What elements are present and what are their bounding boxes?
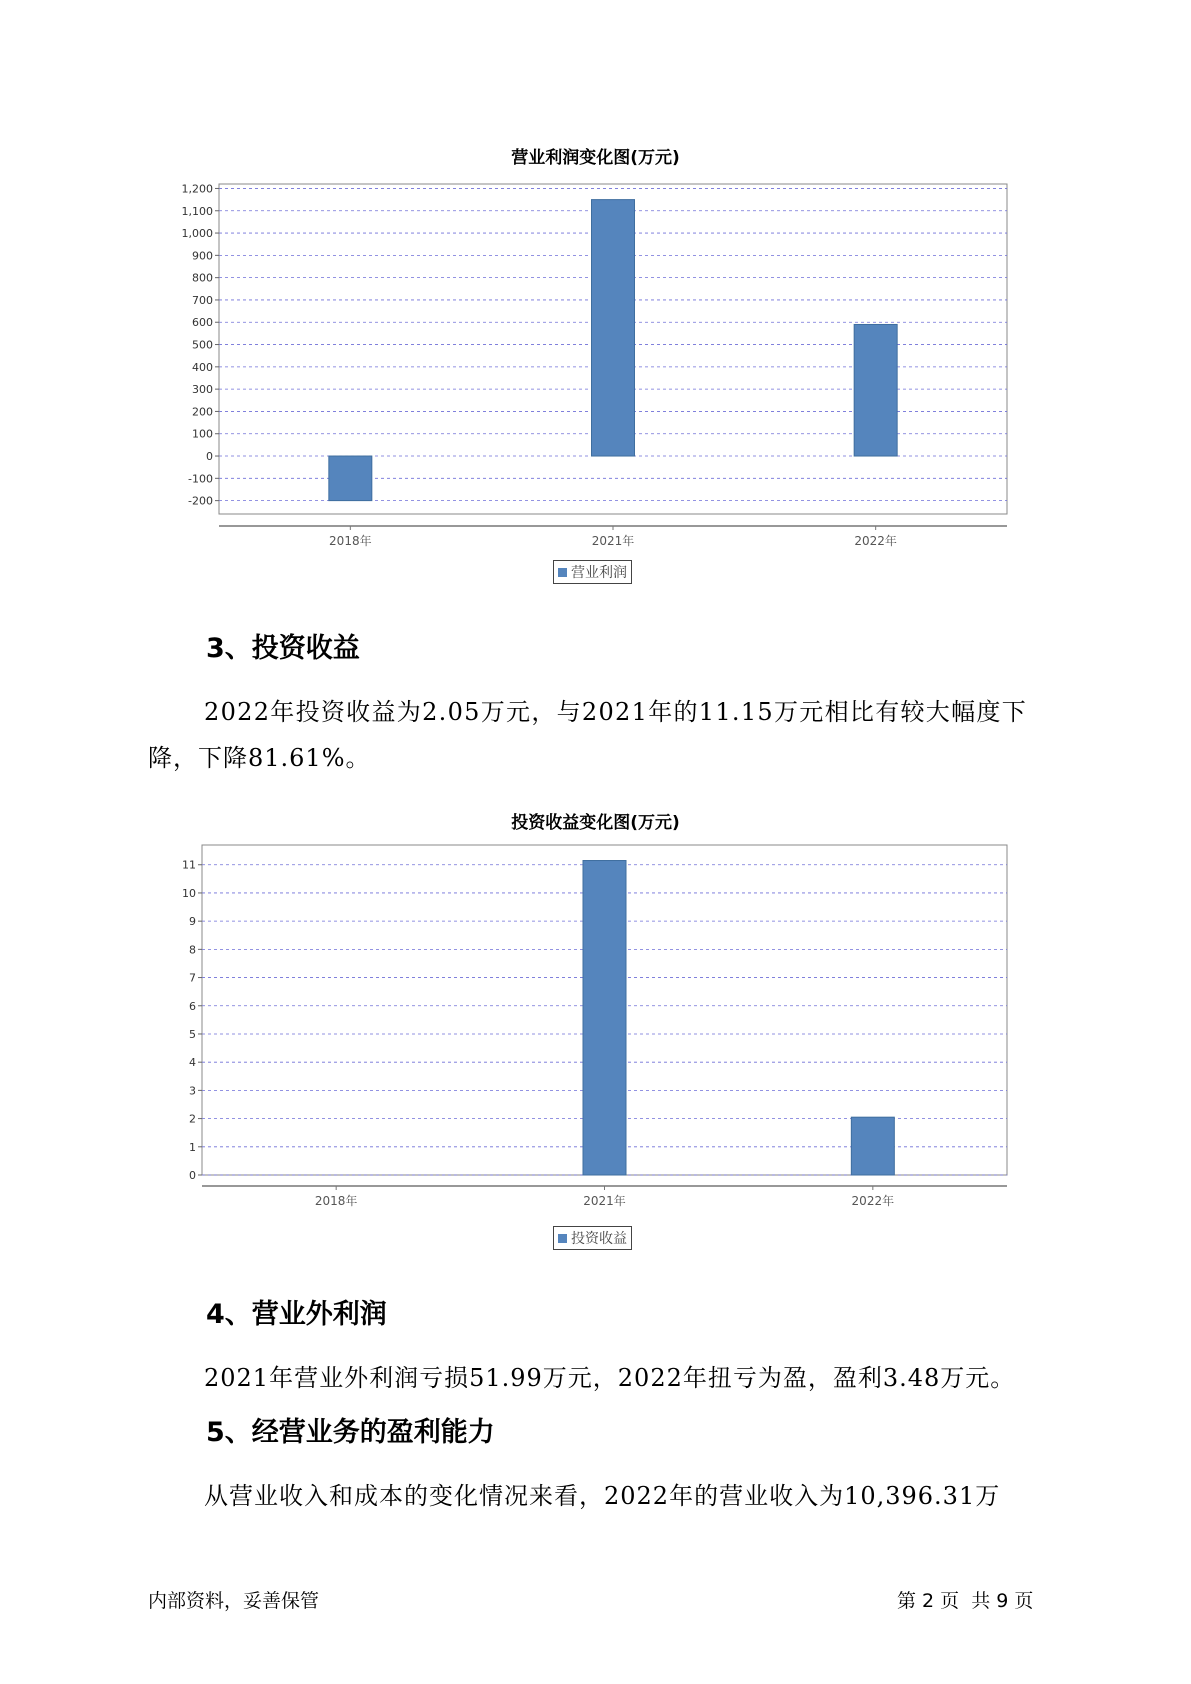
chart2-title: 投资收益变化图(万元): [511, 813, 680, 833]
y-tick-label: 4: [189, 1056, 196, 1070]
y-tick-label: 300: [192, 383, 213, 397]
legend-label: 营业利润: [571, 565, 627, 581]
bar-2018年: [329, 456, 372, 501]
y-tick-label: 400: [192, 360, 213, 374]
y-tick-label: 1,000: [181, 227, 213, 241]
x-tick-label: 2018年: [314, 1194, 358, 1208]
paragraph-investment-income-line2: 降，下降81.61%。: [148, 744, 371, 772]
y-tick-label: 100: [192, 427, 213, 441]
legend-swatch: [558, 1234, 567, 1243]
section-heading-investment-income: 3、投资收益: [206, 633, 360, 664]
y-tick-label: 5: [189, 1027, 196, 1041]
y-tick-label: 7: [189, 971, 196, 985]
y-tick-label: 900: [192, 249, 213, 263]
y-tick-label: 3: [189, 1084, 196, 1098]
chart1-title: 营业利润变化图(万元): [511, 148, 680, 168]
footer-page-number: 第 2 页 共 9 页: [897, 1590, 1034, 1612]
y-tick-label: 200: [192, 405, 213, 419]
x-tick-label: 2022年: [854, 534, 897, 548]
y-tick-label: 9: [189, 915, 196, 929]
footer-confidential: 内部资料，妥善保管: [148, 1590, 320, 1612]
paragraph-investment-income-line1: 2022年投资收益为2.05万元，与2021年的11.15万元相比有较大幅度下: [204, 698, 1027, 726]
y-tick-label: 10: [182, 886, 196, 900]
y-tick-label: 1,100: [181, 204, 213, 218]
bar-2021年: [592, 200, 635, 456]
bar-2022年: [854, 324, 897, 456]
bar-2021年: [583, 861, 626, 1175]
chart2-legend: [553, 1226, 632, 1250]
y-tick-label: 600: [192, 316, 213, 330]
y-tick-label: 1: [189, 1140, 196, 1154]
legend-swatch: [558, 568, 567, 577]
y-tick-label: 11: [182, 858, 196, 872]
y-tick-label: 6: [189, 999, 196, 1013]
y-tick-label: 500: [192, 338, 213, 352]
y-tick-label: -200: [188, 494, 213, 508]
section-heading-profitability: 5、经营业务的盈利能力: [206, 1417, 495, 1448]
legend-label: 投资收益: [571, 1231, 627, 1247]
paragraph-profitability: 从营业收入和成本的变化情况来看，2022年的营业收入为10,396.31万: [204, 1482, 1001, 1510]
x-tick-label: 2018年: [329, 534, 372, 548]
x-tick-label: 2021年: [583, 1194, 626, 1208]
x-tick-label: 2022年: [851, 1194, 895, 1208]
y-tick-label: 800: [192, 271, 213, 285]
y-tick-label: 0: [206, 450, 213, 464]
section-heading-non-operating-profit: 4、营业外利润: [206, 1299, 387, 1330]
y-tick-label: 1,200: [181, 182, 213, 196]
bar-2022年: [851, 1117, 894, 1175]
y-tick-label: 700: [192, 293, 213, 307]
chart1-legend: [553, 560, 632, 584]
y-tick-label: 8: [189, 943, 196, 957]
paragraph-non-operating-profit: 2021年营业外利润亏损51.99万元，2022年扭亏为盈，盈利3.48万元。: [204, 1364, 1016, 1392]
y-tick-label: 0: [189, 1169, 196, 1182]
y-tick-label: 2: [189, 1112, 196, 1126]
chart-investment-income: [0, 830, 1191, 1210]
x-tick-label: 2021年: [591, 534, 635, 548]
y-tick-label: -100: [188, 472, 213, 486]
chart-operating-profit: [0, 160, 1191, 548]
